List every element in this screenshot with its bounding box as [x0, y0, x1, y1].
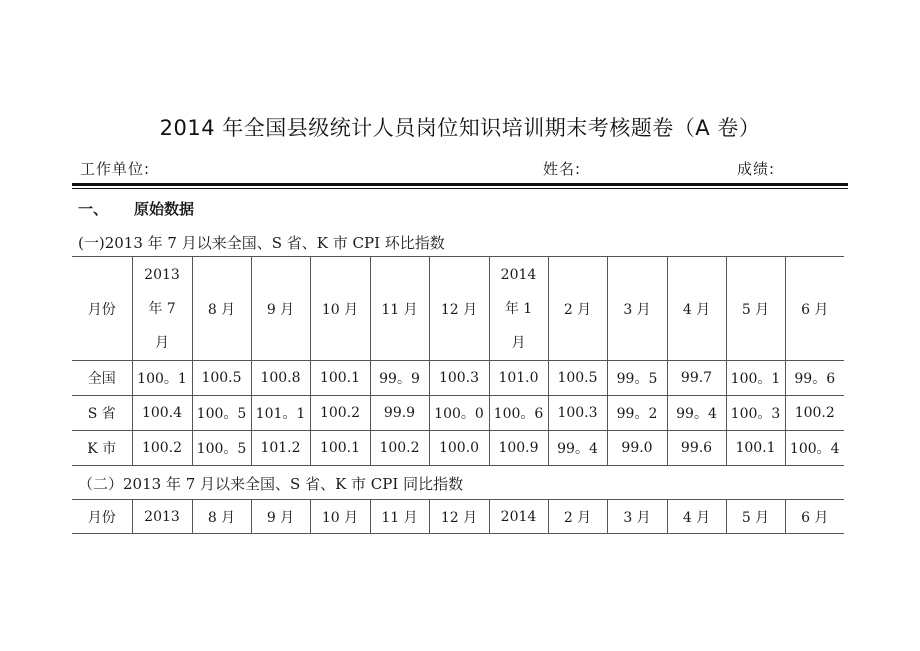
- month-header-cell: 月份: [72, 500, 132, 534]
- month-cell: 8 月: [192, 500, 251, 534]
- value-cell: 100.3: [429, 361, 489, 396]
- value-cell: 99。9: [370, 361, 429, 396]
- month-cell: 8 月: [192, 257, 251, 361]
- table-row: [72, 396, 844, 431]
- value-cell: 100。3: [726, 396, 785, 431]
- value-cell: 100.1: [310, 431, 370, 466]
- month-cell: 12 月: [429, 257, 489, 361]
- table-header-row: [72, 257, 844, 361]
- value-cell: 100。5: [192, 431, 251, 466]
- table-header-row: [72, 500, 844, 534]
- month-cell-2014-01: [489, 257, 548, 361]
- month-cell: 2 月: [548, 500, 607, 534]
- cpi-yoy-table: [72, 499, 844, 534]
- month-cell: 4 月: [667, 500, 726, 534]
- value-cell: 101.0: [489, 361, 548, 396]
- value-cell: 99。4: [667, 396, 726, 431]
- header-rule-thick: [72, 183, 848, 186]
- month-line: 年 7: [148, 300, 176, 317]
- month-cell: 6 月: [785, 257, 844, 361]
- month-cell: 3 月: [607, 257, 667, 361]
- value-cell: 99.6: [667, 431, 726, 466]
- month-header-cell: 月份: [72, 257, 132, 361]
- month-line: 2014: [500, 266, 537, 283]
- value-cell: 99。6: [785, 361, 844, 396]
- value-cell: 99.0: [607, 431, 667, 466]
- value-cell: 100.2: [310, 396, 370, 431]
- name-label: 姓名:: [543, 160, 582, 178]
- value-cell: 100.8: [251, 361, 310, 396]
- value-cell: 99。5: [607, 361, 667, 396]
- exam-title: 2014 年全国县级统计人员岗位知识培训期末考核题卷（A 卷）: [159, 116, 761, 140]
- value-cell: 100.3: [548, 396, 607, 431]
- month-cell: 5 月: [726, 257, 785, 361]
- month-cell: 2014: [489, 500, 548, 534]
- value-cell: 101。1: [251, 396, 310, 431]
- value-cell: 100.1: [726, 431, 785, 466]
- section-name: 原始数据: [134, 200, 195, 218]
- month-cell: 6 月: [785, 500, 844, 534]
- table2-caption: （二）2013 年 7 月以来全国、S 省、K 市 CPI 同比指数: [78, 475, 464, 493]
- value-cell: 100。5: [192, 396, 251, 431]
- value-cell: 100。1: [726, 361, 785, 396]
- month-line: 月: [155, 334, 169, 351]
- value-cell: 99.9: [370, 396, 429, 431]
- work-unit-label: 工作单位:: [80, 160, 151, 178]
- value-cell: 99.7: [667, 361, 726, 396]
- month-line: 年 1: [504, 300, 533, 317]
- table1-caption: (一)2013 年 7 月以来全国、S 省、K 市 CPI 环比指数: [78, 234, 445, 252]
- value-cell: 100.9: [489, 431, 548, 466]
- row-label: S 省: [72, 396, 132, 431]
- value-cell: 100.2: [132, 431, 192, 466]
- header-rule-thin: [72, 188, 848, 189]
- value-cell: 100。6: [489, 396, 548, 431]
- value-cell: 100.0: [429, 431, 489, 466]
- month-cell: 2013: [132, 500, 192, 534]
- table-row: [72, 431, 844, 466]
- value-cell: 100。4: [785, 431, 844, 466]
- month-cell: 2 月: [548, 257, 607, 361]
- month-cell: 4 月: [667, 257, 726, 361]
- month-cell: 10 月: [310, 500, 370, 534]
- value-cell: 100.4: [132, 396, 192, 431]
- value-cell: 100.5: [548, 361, 607, 396]
- score-label: 成绩:: [737, 160, 776, 178]
- value-cell: 99。2: [607, 396, 667, 431]
- section-heading: [78, 198, 194, 219]
- table-row: [72, 361, 844, 396]
- month-line: 月: [511, 334, 526, 351]
- row-label: K 市: [72, 431, 132, 466]
- month-cell: 10 月: [310, 257, 370, 361]
- month-cell: 12 月: [429, 500, 489, 534]
- value-cell: 101.2: [251, 431, 310, 466]
- month-cell: 9 月: [251, 257, 310, 361]
- month-cell: 9 月: [251, 500, 310, 534]
- row-label: 全国: [72, 361, 132, 396]
- month-cell: 11 月: [370, 500, 429, 534]
- cpi-mom-table: [72, 256, 844, 466]
- value-cell: 100.2: [370, 431, 429, 466]
- month-cell: 11 月: [370, 257, 429, 361]
- value-cell: 99。4: [548, 431, 607, 466]
- value-cell: 100.2: [785, 396, 844, 431]
- month-cell: 3 月: [607, 500, 667, 534]
- month-line: 2013: [144, 266, 180, 283]
- month-cell-2013-07: [132, 257, 192, 361]
- value-cell: 100.5: [192, 361, 251, 396]
- value-cell: 100。1: [132, 361, 192, 396]
- month-cell: 5 月: [726, 500, 785, 534]
- section-number: 一、: [78, 200, 109, 218]
- value-cell: 100。0: [429, 396, 489, 431]
- value-cell: 100.1: [310, 361, 370, 396]
